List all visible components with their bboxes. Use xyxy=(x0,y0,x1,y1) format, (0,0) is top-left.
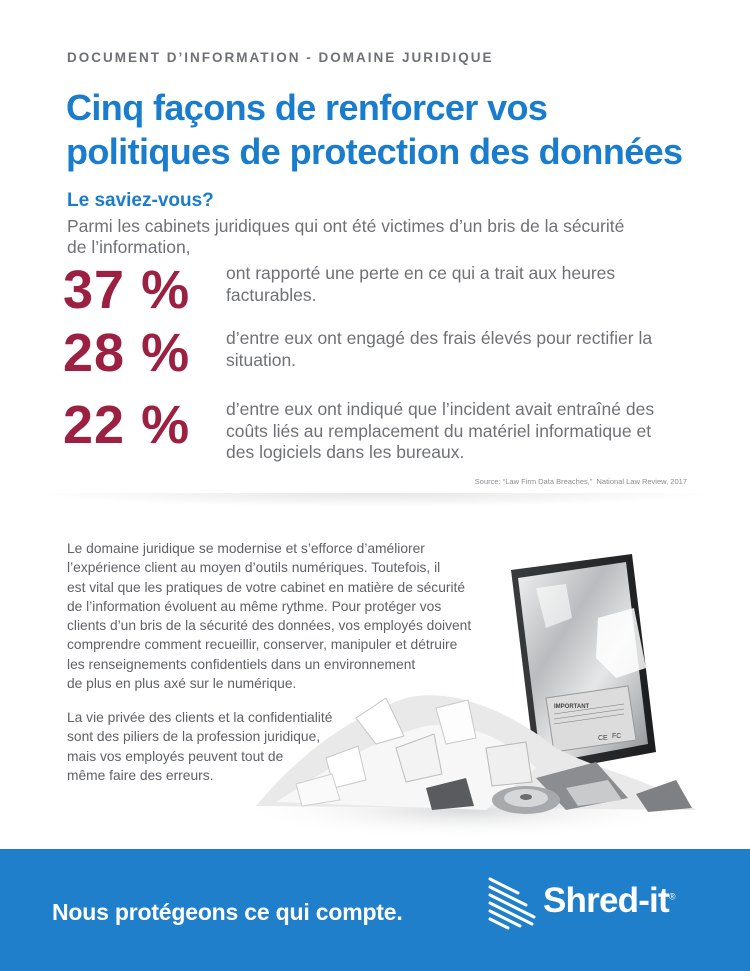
stat-text-line: facturables. xyxy=(226,284,317,305)
brand-wordmark: Shred-it xyxy=(543,881,669,920)
stat-value-1: 37 % xyxy=(63,260,191,320)
did-you-know-intro xyxy=(67,216,707,258)
body-line: Le domaine juridique se modernise et s’efforce d’améliorer xyxy=(67,541,425,556)
body-line: comprendre comment recueillir, conserver, manipuler et détruire xyxy=(67,637,458,653)
page-title xyxy=(66,86,736,174)
body-line: de l’information évoluent au même rythme. Pour protéger vos xyxy=(67,598,442,614)
title-line-1: Cinq façons de renforcer vos xyxy=(66,87,548,128)
stat-text-2 xyxy=(226,328,696,371)
drive-badge-ce: CE xyxy=(598,735,608,742)
body-line: l’expérience client au moyen d’outils numériques. Toutefois, il xyxy=(67,560,441,576)
source-citation xyxy=(475,477,687,486)
body-line: est vital que les pratiques de votre cabinet en matière de sécurité xyxy=(67,579,466,595)
body-line: clients d’un bris de la sécurité des données, vos employés doivent xyxy=(67,618,472,634)
stat-text-line: d’entre eux ont indiqué que l’incident avait entraîné des xyxy=(226,399,655,419)
section-divider-shadow xyxy=(30,493,720,507)
body-line: mais vos employés peuvent tout de xyxy=(67,748,284,764)
eyebrow: DOCUMENT D’INFORMATION - DOMAINE JURIDIQUE xyxy=(67,50,494,65)
stat-value-3: 22 % xyxy=(63,395,191,455)
footer-tagline: Nous protégeons ce qui compte. xyxy=(52,899,403,925)
stat-value-2: 28 % xyxy=(63,323,191,383)
shredded-hard-drive-illustration xyxy=(236,548,716,848)
stat-text-line: ont rapporté une perte en ce qui a trait aux heures xyxy=(226,263,616,283)
footer-band xyxy=(0,849,750,971)
intro-line: Parmi les cabinets juridiques qui ont été victimes d’un bris de la sécurité xyxy=(67,216,625,236)
source-publication: National Law Review, 2017 xyxy=(596,477,687,486)
did-you-know-heading: Le saviez-vous? xyxy=(67,190,214,211)
stat-text-line: coûts liés au remplacement du matériel informatique et xyxy=(226,420,652,441)
title-line-2: politiques de protection des données xyxy=(66,131,683,172)
stat-text-1 xyxy=(226,263,696,306)
body-line: de plus en plus axé sur le numérique. xyxy=(67,676,297,692)
stat-text-line: situation. xyxy=(226,349,297,370)
body-line: même faire des erreurs. xyxy=(67,767,214,783)
trademark-symbol: ® xyxy=(668,891,675,902)
stat-text-3 xyxy=(226,399,696,464)
source-label: Source: “Law Firm Data Breaches,” xyxy=(474,477,593,486)
body-line: sont des piliers de la profession juridique, xyxy=(67,729,321,745)
drive-label-heading: IMPORTANT xyxy=(554,704,590,710)
brand-name xyxy=(543,881,675,921)
body-line: les renseignements confidentiels dans un environnement xyxy=(67,656,416,672)
stat-text-line: d’entre eux ont engagé des frais élevés pour rectifier la xyxy=(226,328,653,348)
drive-badge-fc: FC xyxy=(612,733,622,740)
intro-line: de l’information, xyxy=(67,237,191,257)
stat-text-line: des logiciels dans les bureaux. xyxy=(226,442,465,462)
body-line: La vie privée des clients et la confidentialité xyxy=(67,710,333,725)
